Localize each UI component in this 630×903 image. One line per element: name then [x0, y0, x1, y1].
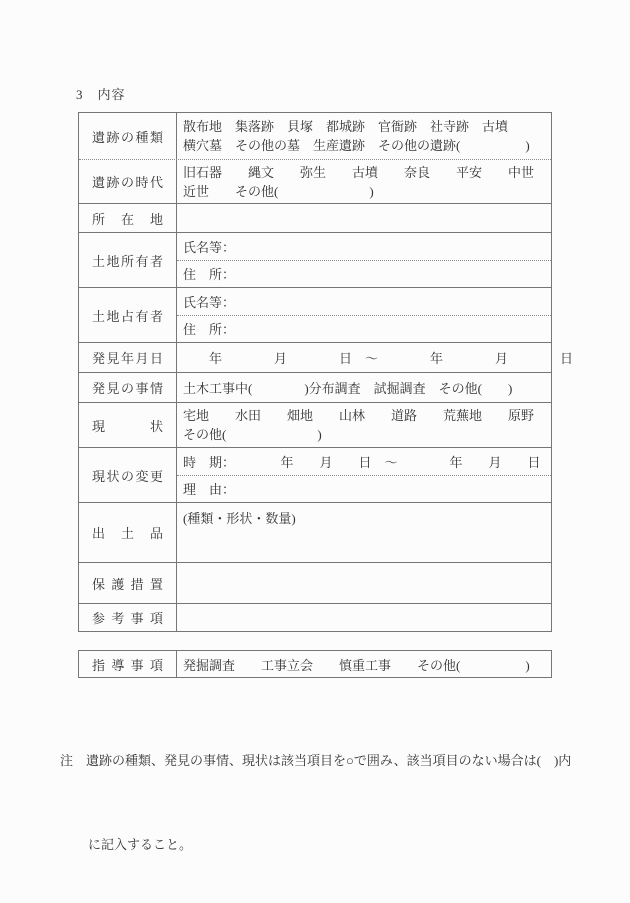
row-label: 土地占有者	[92, 308, 163, 324]
row-value-cell	[177, 448, 551, 502]
row-value-cell	[177, 160, 551, 203]
row-value-cell	[177, 288, 551, 342]
occupant-address-field: 住 所：	[183, 322, 236, 338]
row-label: 現状	[92, 418, 163, 434]
row-value-cell	[177, 403, 551, 447]
row-label: 遺跡の種類	[92, 129, 163, 145]
footnote-line: 注 遺跡の種類、発見の事情、現状は該当項目を○で囲み、該当項目のない場合は( )内	[60, 753, 572, 768]
row-label-cell	[79, 503, 177, 562]
row-value-cell	[177, 233, 551, 287]
row-label-cell	[79, 373, 177, 402]
row-value-cell	[177, 113, 551, 159]
row-location	[79, 203, 551, 232]
row-label-cell	[79, 343, 177, 372]
row-label: 指導事項	[92, 657, 163, 673]
row-label: 発見の事情	[92, 381, 163, 396]
value-line: 散布地 集落跡 貝塚 都城跡 官衙跡 社寺跡 古墳	[183, 119, 509, 134]
value-line: 旧石器 縄文 弥生 古墳 奈良 平安 中世	[183, 164, 535, 180]
row-label-cell	[79, 113, 177, 159]
row-label: 保護措置	[92, 576, 163, 592]
row-land-owner	[79, 232, 551, 287]
row-label: 土地所有者	[92, 253, 163, 269]
row-label: 所在地	[92, 211, 163, 227]
row-value-cell: 発掘調査 工事立会 慎重工事 その他( )	[183, 657, 530, 673]
row-label: 遺跡の時代	[92, 175, 163, 190]
row-label-cell	[79, 651, 177, 677]
row-label: 参考事項	[92, 611, 163, 626]
content-table	[78, 112, 574, 632]
value-line: 近世 その他( )	[183, 183, 374, 199]
row-value-cell	[177, 604, 551, 631]
guidance-table	[78, 650, 552, 678]
row-site-era	[79, 159, 551, 203]
row-guidance	[79, 651, 551, 677]
row-discovery-date	[79, 342, 574, 372]
value-line: その他( )	[183, 427, 322, 442]
row-label-cell	[79, 160, 177, 203]
change-reason-field: 理 由：	[183, 482, 236, 498]
value-line: 宅地 水田 畑地 山林 道路 荒蕪地 原野	[183, 408, 535, 423]
row-label-cell	[79, 204, 177, 232]
footnote	[60, 691, 570, 903]
row-label-cell	[79, 233, 177, 287]
section-title: 3 内容	[76, 87, 126, 102]
row-label-cell	[79, 403, 177, 447]
change-time-field: 時 期： 年 月 日 ～ 年 月 日	[177, 448, 551, 476]
row-label-cell	[79, 448, 177, 502]
value-line: 横穴墓 その他の墓 生産遺跡 その他の遺跡( )	[183, 138, 530, 153]
row-protection-measures	[79, 562, 551, 603]
row-site-type	[79, 113, 551, 159]
row-discovery-circumstance	[79, 372, 551, 402]
row-value-cell	[177, 204, 551, 232]
row-label-cell	[79, 604, 177, 631]
footnote-line: に記入すること。	[88, 837, 193, 852]
occupant-name-field: 氏名等：	[177, 288, 551, 316]
row-value-cell: 土木工事中( )分布調査 試掘調査 その他( )	[183, 381, 513, 396]
row-label: 出土品	[92, 526, 163, 541]
row-land-occupant	[79, 287, 551, 342]
row-value-cell: 年 月 日 ～ 年 月 日	[183, 351, 574, 366]
row-current-state	[79, 402, 551, 447]
row-value-cell	[177, 563, 551, 603]
row-value-cell: (種類・形状・数量)	[183, 511, 296, 526]
row-label-cell	[79, 563, 177, 603]
row-excavated-items	[79, 502, 551, 562]
row-reference-notes	[79, 603, 551, 631]
owner-name-field: 氏名等：	[177, 233, 551, 261]
row-state-change	[79, 447, 551, 502]
row-label: 現状の変更	[92, 468, 163, 484]
owner-address-field: 住 所：	[183, 267, 236, 283]
row-label: 発見年月日	[92, 351, 163, 366]
row-label-cell	[79, 288, 177, 342]
